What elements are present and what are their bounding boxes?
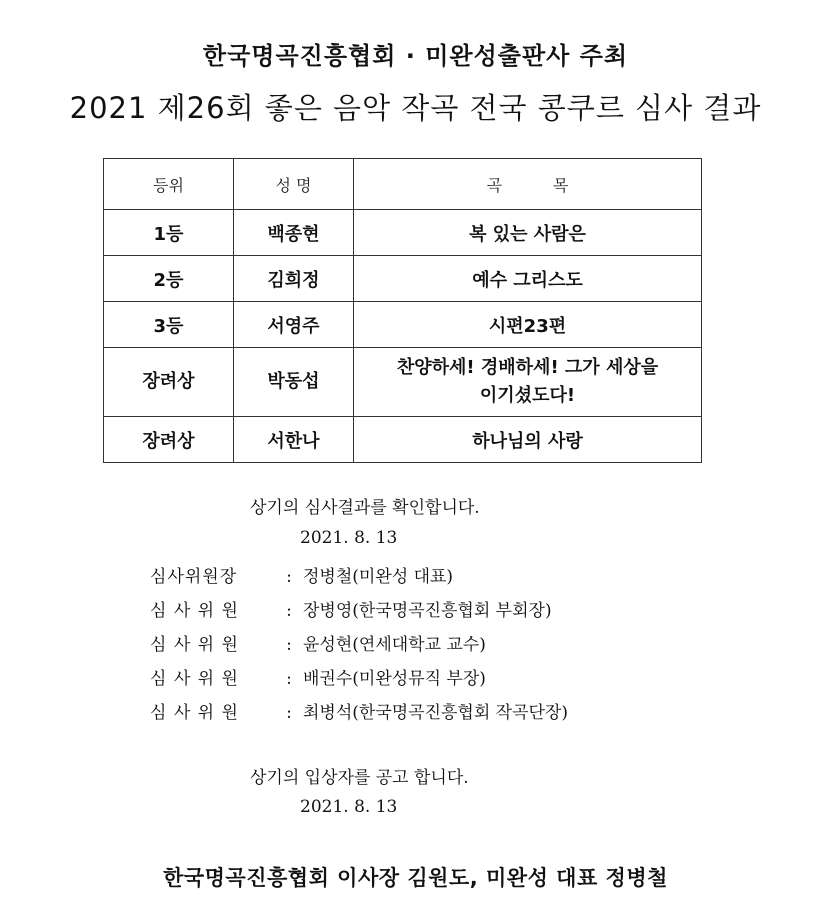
table-row xyxy=(104,302,702,348)
judge-name: 최병석(한국명곡진흥협회 작곡단장) xyxy=(303,703,568,723)
name-cell: 서한나 xyxy=(234,417,354,463)
judge-name: 윤성현(연세대학교 교수) xyxy=(303,635,486,655)
header-rank: 등위 xyxy=(104,159,234,210)
rank-cell: 1등 xyxy=(104,210,234,256)
judge-separator: : xyxy=(286,567,292,587)
footer-signature: 한국명곡진흥협회 이사장 김원도, 미완성 대표 정병철 xyxy=(163,866,668,890)
name-cell: 박동섭 xyxy=(234,348,354,417)
judge-role: 심사위원장 xyxy=(150,567,238,587)
judge-name: 장병영(한국명곡진흥협회 부회장) xyxy=(303,601,552,621)
song-cell xyxy=(354,348,702,417)
table-row xyxy=(104,256,702,302)
song-cell: 하나님의 사랑 xyxy=(354,417,702,463)
judge-name: 정병철(미완성 대표) xyxy=(303,567,454,587)
judge-line xyxy=(150,630,486,655)
judge-name: 배권수(미완성뮤직 부장) xyxy=(303,669,486,689)
rank-cell: 2등 xyxy=(104,256,234,302)
judge-separator: : xyxy=(286,703,292,723)
judge-role: 심 사 위 원 xyxy=(150,669,239,689)
judge-separator: : xyxy=(286,601,292,621)
judge-role: 심 사 위 원 xyxy=(150,703,239,723)
rank-cell: 장려상 xyxy=(104,348,234,417)
organizer-heading: 한국명곡진흥협회 · 미완성출판사 주최 xyxy=(202,42,629,70)
judge-line xyxy=(150,698,568,723)
judge-line xyxy=(150,562,453,587)
header-name: 성 명 xyxy=(234,159,354,210)
rank-cell: 장려상 xyxy=(104,417,234,463)
song-line-1: 찬양하세! 경배하세! 그가 세상을 xyxy=(396,357,659,379)
table-row xyxy=(104,417,702,463)
name-cell: 서영주 xyxy=(234,302,354,348)
song-cell: 예수 그리스도 xyxy=(354,256,702,302)
confirmation-date: 2021. 8. 13 xyxy=(300,528,398,548)
confirmation-text: 상기의 심사결과를 확인합니다. xyxy=(250,498,480,518)
name-cell: 백종현 xyxy=(234,210,354,256)
results-table xyxy=(103,158,702,463)
table-header-row xyxy=(104,159,702,210)
judge-role: 심 사 위 원 xyxy=(150,601,239,621)
judge-line xyxy=(150,596,552,621)
song-cell: 시편23편 xyxy=(354,302,702,348)
judge-line xyxy=(150,664,486,689)
page-title: 2021 제26회 좋은 음악 작곡 전국 콩쿠르 심사 결과 xyxy=(69,91,762,125)
judge-separator: : xyxy=(286,669,292,689)
table-row xyxy=(104,348,702,417)
announcement-text: 상기의 입상자를 공고 합니다. xyxy=(250,768,469,788)
judge-role: 심 사 위 원 xyxy=(150,635,239,655)
name-cell: 김희정 xyxy=(234,256,354,302)
table-row xyxy=(104,210,702,256)
judge-separator: : xyxy=(286,635,292,655)
song-cell: 복 있는 사람은 xyxy=(354,210,702,256)
announcement-date: 2021. 8. 13 xyxy=(300,797,398,817)
header-song: 곡 목 xyxy=(354,159,702,210)
song-line-2: 이기셨도다! xyxy=(479,385,576,406)
rank-cell: 3등 xyxy=(104,302,234,348)
